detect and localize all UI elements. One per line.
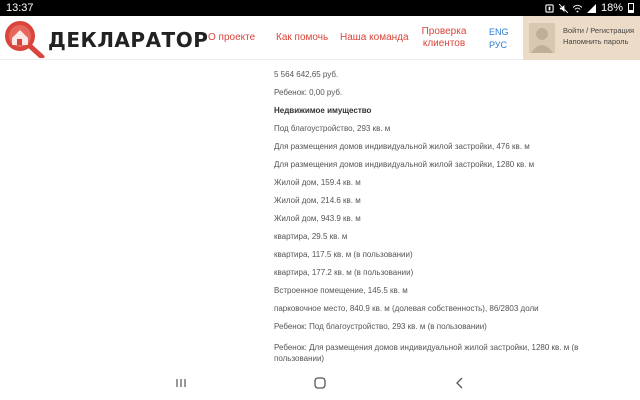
user-panel — [523, 16, 640, 60]
wifi-icon — [573, 4, 582, 13]
property-item: Для размещения домов индивидуальной жилой застройки, 476 кв. м — [274, 142, 530, 151]
child-property-item: Ребенок: Под благоустройство, 293 кв. м (в пользовании) — [274, 322, 487, 331]
battery-percent: 18% — [600, 2, 623, 14]
child-property-item: Ребенок: Для размещения домов индивидуальной жилой застройки, 1280 кв. м (в пользовании) — [274, 343, 579, 363]
nav-team[interactable]: Наша команда — [340, 32, 409, 43]
real-estate-heading: Недвижимое имущество — [274, 106, 372, 115]
back-icon[interactable] — [453, 376, 467, 390]
user-silhouette-icon — [529, 23, 555, 53]
property-item: Жилой дом, 943.9 кв. м — [274, 214, 361, 223]
nav-check-line2: клиентов — [422, 38, 466, 49]
income-value: 5 564 642,65 руб. — [274, 70, 339, 79]
property-item: парковочное место, 840.9 кв. м (долевая собственность), 86/2803 доли — [274, 304, 539, 313]
property-item: квартира, 29.5 кв. м — [274, 232, 348, 241]
nav-check-clients[interactable] — [420, 26, 468, 50]
status-time: 13:37 — [6, 2, 34, 14]
battery-icon — [628, 3, 634, 13]
property-item: квартира, 177.2 кв. м (в пользовании) — [274, 268, 414, 277]
property-item: Под благоустройство, 293 кв. м — [274, 124, 391, 133]
remind-password-link[interactable]: Напомнить пароль — [563, 37, 629, 46]
property-item: квартира, 117.5 кв. м (в пользовании) — [274, 250, 413, 259]
mute-icon — [559, 4, 568, 13]
site-header — [0, 16, 640, 60]
status-icons — [545, 2, 634, 14]
property-item: Жилой дом, 214.6 кв. м — [274, 196, 361, 205]
child-income: Ребенок: 0,00 руб. — [274, 88, 343, 97]
nav-about[interactable]: О проекте — [208, 32, 256, 43]
declaration-content — [0, 60, 640, 366]
system-nav-bar — [0, 366, 640, 400]
property-item: Жилой дом, 159.4 кв. м — [274, 178, 361, 187]
lang-rus[interactable]: РУС — [489, 40, 508, 50]
home-icon[interactable] — [313, 376, 327, 390]
nav-help[interactable]: Как помочь — [276, 32, 329, 43]
status-bar — [0, 0, 640, 16]
magnifier-house-logo-icon — [2, 18, 46, 58]
property-item: Для размещения домов индивидуальной жилой застройки, 1280 кв. м — [274, 160, 535, 169]
login-register-link[interactable]: Войти / Регистрация — [563, 26, 635, 35]
property-item: Встроенное помещение, 145.5 кв. м — [274, 286, 408, 295]
lang-eng[interactable]: ENG — [489, 27, 509, 37]
alarm-icon — [545, 4, 554, 13]
nav-check-line1: Проверка — [421, 26, 467, 37]
recents-icon[interactable] — [174, 376, 188, 390]
logo-text: ДЕКЛАРАТОР — [48, 28, 209, 52]
site-logo[interactable] — [2, 18, 209, 58]
signal-icon — [587, 4, 596, 13]
